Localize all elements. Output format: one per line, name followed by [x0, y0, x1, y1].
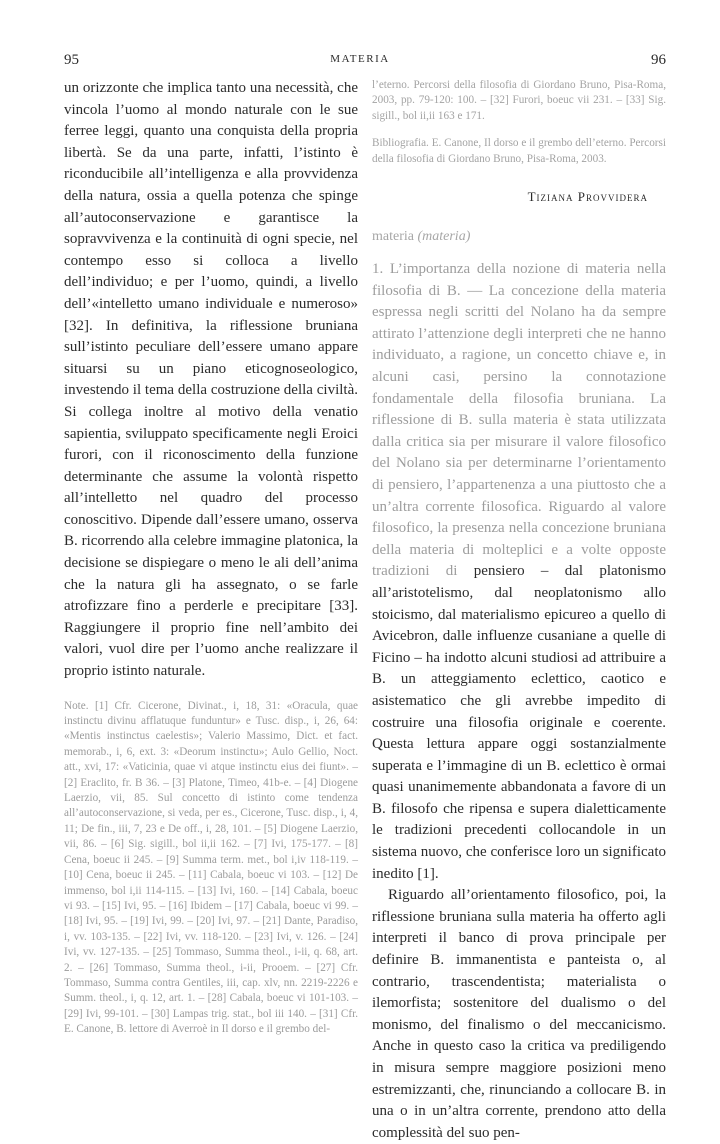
footnotes-right-continuation: l’eterno. Percorsi della filosofia di Giordano Bruno, Pisa-Roma, 2003, pp. 79-120: 100. – [32] Furori, boeuc vii 231. – [33] Sig. sigill., bol ii,ii 163 e 171. [372, 79, 666, 122]
entry-paragraph-1-dark: pensiero – dal platonismo all’aristotelismo, dal neoplatonismo allo stoicismo, dal materialismo epicureo a quello di Avicebron, dalle influenze cusaniane a quelle di Ficino – ha indotto alcuni studiosi ad attribuire a B. un atteggiamento eclettico, caotico e asistematico che gli avrebbe impedito di costruire una filosofia originale e coerente. Questa lettura appare oggi sostanzialmente superata e l’immagine di un B. eclettico è ormai quasi unanimemente abbandonata a favore di un B. filosofo che ripensa e supera dialetticamente le tradizioni precedenti collocandole in un sistema nuovo, che conferisce loro un significato inedito [1]. [372, 563, 667, 882]
entry-subtitle: (materia) [417, 229, 471, 245]
left-body-text: un orizzonte che implica tanto una necessità, che vincola l’uomo al mondo naturale con le sue ferree leggi, quanto una conquista della propria libertà. Se da una parte, infatti, l’istinto è riconducibile all’intelligenza e alla provvidenza della natura, ossia a quella potenza che spinge all’autoconservazione e garantisce la sopravvivenza e la continuità di ogni specie, nel contempo esso si colloca a livello dell’individuo; e per l’uomo, quindi, a livello dell’«intelletto umano individuale e numeroso» [32]. In definitiva, la riflessione bruniana sull’istinto peculiare dell’essere umano appare situarsi su un piano eticognoseologico, investendo il tema della costruzione della civiltà. Si collega inoltre al motivo della venatio sapientia, sviluppato specificamente negli Eroici furori, con il riconoscimento della funzione determinante che assume la volontà rispetto all’intelletto nel quadro del processo conoscitivo. Dipende dall’essere umano, osserva B. ricorrendo alla celebre immagine platonica, la decisione se dispiegare o meno le ali dell’anima che la natura gli ha assegnato, o se farle atrofizzare fino a perderle e precipitare [33]. Raggiungere il proprio fine nell’ambito dei valori, vuol dire per l’uomo anche realizzare il proprio istinto naturale. [64, 80, 358, 680]
left-column [64, 78, 358, 1038]
entry-paragraph-2: Riguardo all’orientamento filosofico, poi, la riflessione bruniana sulla materia ha offerto agli interpreti il banco di prova principale per definire B. immanentista e panteista o, al contrario, trascendentista; materialista o ilemorfista; sostenitore del dualismo o del monismo, del finalismo o del meccanicismo. Anche in questo caso la critica va prediligendo in misura sempre maggiore posizioni meno estremizzanti, che, rinunciando a collocare B. in una o in un’altra corrente, prendono atto della complessità del suo pen- [372, 887, 666, 1141]
page-number-left: 95 [64, 52, 79, 68]
entry-heading [372, 229, 666, 245]
entry-title: materia [372, 229, 414, 245]
footnotes-left: Note. [1] Cfr. Cicerone, Divinat., i, 18, 31: «Oracula, quae instinctu divinu afflatuque funduntur» e Tusc. disp., i, 26, 64: «Mentis instinctus caelestis»; Valerio Massimo, Dict. et fact. memorab., i, 6, ext. 3: «Deorum instinctu»; Aulo Gellio, Noct. att., xvi, 17: «Vaticinia, quae vi atque instinctu eius dei fiunt». – [2] Eraclito, fr. B 36. – [3] Platone, Timeo, 41b-e. – [4] Diogene Laerzio, vii, 85. Sul concetto di istinto come tendenza all’autoconservazione, si veda, per es., Cicerone, Tusc. disp., i, 4, 11; De fin., iii, 7, 23 e De off., i, 28, 101. – [5] Diogene Laerzio, vii, 86. – [6] Sig. sigill., bol ii,ii 162. – [7] Ivi, 175-177. – [8] Cena, boeuc ii 245. – [9] Summa term. met., bol i,iv 118-119. – [10] Cena, boeuc ii 245. – [11] Cabala, boeuc vi 103. – [12] De immenso, bol i,ii 114-115. – [13] Ivi, 160. – [14] Cabala, boeuc vi 93. – [15] Ivi, 95. – [16] Ibidem – [17] Cabala, boeuc vi 99. – [18] Ivi, 95. – [19] Ivi, 99. – [20] Ivi, 97. – [21] Dante, Paradiso, i, vv. 103-135. – [22] Ivi, vv. 118-120. – [23] Ivi, v. 126. – [24] Ivi, vv. 127-135. – [25] Tommaso, Summa theol., i-ii, q. 68, art. 2. – [26] Tommaso, Summa theol., i-ii, Prooem. – [27] Cfr. Tommaso, Summa contra Gentiles, iii, cap. xlv, nn. 2219-2226 e Summ. theol., i, q. 12, art. 1. – [28] Cabala, boeuc vi 101-103. – [29] Ivi, 99-101. – [30] Lampas trig. stat., bol iii 140. – [31] Cfr. E. Canone, B. lettore di Averroè in Il dorso e il grembo del- [64, 699, 358, 1036]
running-title: MATERIA [330, 53, 390, 65]
page-number-right: 96 [651, 52, 666, 68]
right-column [372, 78, 666, 1144]
page-header [0, 52, 720, 72]
entry-paragraph-1-faded: 1. L’importanza della nozione di materia nella filosofia di B. — La concezione della materia espressa negli scritti del Nolano ha da sempre attirato l’attenzione degli interpreti che ne hanno individuato, a ragione, un concetto chiave e, in alcuni casi, persino la connotazione fondamentale della filosofia bruniana. La riflessione di B. sulla materia è stata utilizzata dalla critica sia per misurare il valore filosofico del Nolano sia per determinarne l’orientamento di pensiero, l’appartenenza a una piuttosto che a un’altra corrente filosofica. Riguardo al valore filosofico, la presenza nella concezione bruniana della materia di molteplici e a volte opposte tradizioni di [372, 261, 666, 580]
author-name: Tiziana Provvidera [527, 189, 648, 205]
bibliography: Bibliografia. E. Canone, Il dorso e il grembo dell’eterno. Percorsi della filosofia di Giordano Bruno, Pisa-Roma, 2003. [372, 137, 666, 165]
entry-paragraph-1 [372, 259, 666, 885]
